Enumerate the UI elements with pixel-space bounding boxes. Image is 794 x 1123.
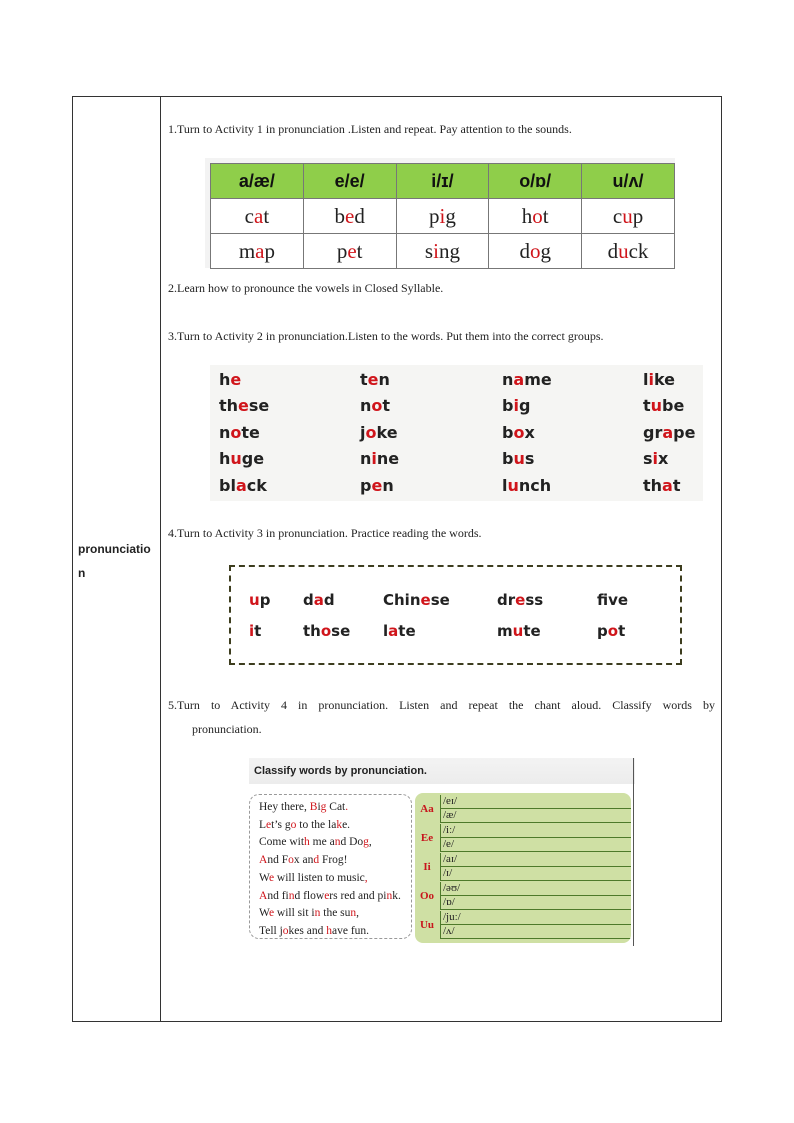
grid-word: that xyxy=(643,475,681,495)
sound-line xyxy=(440,896,631,910)
phonetic-symbol: /iː/ xyxy=(443,824,456,836)
sound-line xyxy=(440,824,631,838)
vowel-letter: Uu xyxy=(419,919,435,931)
chant-line: Come with me and Dog, xyxy=(259,836,372,849)
example-word: bed xyxy=(303,199,396,234)
grid-word: pen xyxy=(360,475,394,495)
chant-title: Classify words by pronunciation. xyxy=(249,758,635,784)
vowel-header: e/e/ xyxy=(303,164,396,199)
example-word: cat xyxy=(211,199,304,234)
chant-poem xyxy=(249,794,412,939)
practice-word: dress xyxy=(497,591,544,609)
vowel-classify-panel xyxy=(415,793,631,943)
phonetic-symbol: /juː/ xyxy=(443,911,461,923)
practice-word: up xyxy=(249,591,271,609)
chant-line: Hey there, Big Cat. xyxy=(259,801,349,813)
practice-word: dad xyxy=(303,591,335,609)
word-column xyxy=(643,367,695,499)
chant-figure xyxy=(249,758,635,946)
phonetic-symbol: /əʊ/ xyxy=(443,882,461,894)
grid-word: tube xyxy=(643,396,685,416)
practice-word: it xyxy=(249,622,262,640)
table-row xyxy=(211,199,675,234)
practice-word: Chinese xyxy=(383,591,450,609)
grid-word: lunch xyxy=(502,475,552,495)
vowel-row xyxy=(415,795,631,823)
practice-word: late xyxy=(383,622,416,640)
practice-word: mute xyxy=(497,622,541,640)
practice-box xyxy=(229,565,682,665)
practice-word: pot xyxy=(597,622,626,640)
sound-line xyxy=(440,809,631,823)
grid-word: not xyxy=(360,396,391,416)
vowel-letter: Ee xyxy=(420,832,434,844)
phonetic-symbol: /æ/ xyxy=(443,809,457,821)
phonetic-symbol: /ɪ/ xyxy=(443,867,453,879)
example-word: dog xyxy=(489,234,582,269)
step-5: 5.Turn to Activity 4 in pronunciation. Listen and repeat the chant aloud. Classify words by xyxy=(168,698,715,712)
example-word: hot xyxy=(489,199,582,234)
chant-line: We will listen to music, xyxy=(259,871,368,884)
table-row xyxy=(211,234,675,269)
example-word: cup xyxy=(582,199,675,234)
vowel-letter: Aa xyxy=(420,803,434,815)
grid-word: he xyxy=(219,370,242,389)
vowel-header: u/ʌ/ xyxy=(582,164,675,199)
example-word: pet xyxy=(303,234,396,269)
word-column xyxy=(360,367,399,499)
vowel-header: o/ɒ/ xyxy=(489,164,582,199)
chant-line: We will sit in the sun, xyxy=(259,907,360,920)
figure-edge xyxy=(633,758,634,946)
vowel-row xyxy=(415,824,631,852)
step-2: 2.Learn how to pronounce the vowels in Closed Syllable. xyxy=(168,281,444,295)
vowel-letter: Oo xyxy=(419,890,435,902)
vowel-row xyxy=(415,882,631,910)
step-3: 3.Turn to Activity 2 in pronunciation.Listen to the words. Put them into the correct groups. xyxy=(168,329,604,343)
step-5-continued: pronunciation. xyxy=(192,722,262,736)
phonetic-symbol: /eɪ/ xyxy=(443,795,458,807)
grid-word: huge xyxy=(219,449,265,469)
phonetic-symbol: /e/ xyxy=(443,838,454,850)
word-column xyxy=(502,367,552,499)
practice-word: those xyxy=(303,622,351,640)
vowel-table xyxy=(205,158,675,268)
sound-line xyxy=(440,911,631,925)
grid-word: name xyxy=(502,370,552,389)
chant-line: Tell jokes and have fun. xyxy=(259,924,370,937)
phonetic-symbol: /aɪ/ xyxy=(443,853,458,865)
chant-line: And find flowers red and pink. xyxy=(259,889,401,902)
grid-word: six xyxy=(643,449,669,469)
example-word: sing xyxy=(396,234,489,269)
vowel-header: a/æ/ xyxy=(211,164,304,199)
sound-line xyxy=(440,867,631,881)
sound-line xyxy=(440,853,631,867)
grid-word: joke xyxy=(360,422,398,442)
sound-line xyxy=(440,795,631,809)
sound-line xyxy=(440,838,631,852)
example-word: duck xyxy=(582,234,675,269)
label-column xyxy=(73,97,161,1021)
section-label: pronunciation xyxy=(78,542,151,580)
chant-line: And Fox and Frog! xyxy=(259,854,348,867)
sound-line xyxy=(440,925,631,939)
phonetic-symbol: /ɒ/ xyxy=(443,896,455,908)
example-word: map xyxy=(211,234,304,269)
grid-word: like xyxy=(643,370,676,389)
example-word: pig xyxy=(396,199,489,234)
grid-word: box xyxy=(502,422,535,442)
grid-word: grape xyxy=(643,422,696,442)
vowel-row xyxy=(415,911,631,939)
grid-word: bus xyxy=(502,449,535,469)
grid-word: big xyxy=(502,396,531,416)
vowel-header: i/ɪ/ xyxy=(396,164,489,199)
word-grid xyxy=(210,365,703,501)
grid-word: nine xyxy=(360,449,400,469)
sound-line xyxy=(440,882,631,896)
vowel-letter: Ii xyxy=(423,861,431,873)
step-4: 4.Turn to Activity 3 in pronunciation. Practice reading the words. xyxy=(168,526,482,540)
word-column xyxy=(219,367,269,499)
vowel-row xyxy=(415,853,631,881)
grid-word: ten xyxy=(360,370,390,389)
step-1: 1.Turn to Activity 1 in pronunciation .Listen and repeat. Pay attention to the sounds. xyxy=(168,122,572,136)
practice-word: fve xyxy=(597,591,629,609)
phonetic-symbol: /ʌ/ xyxy=(443,925,455,937)
grid-word: note xyxy=(219,422,260,442)
grid-word: black xyxy=(219,475,267,495)
chant-line: Let’s go to the lake. xyxy=(259,818,351,831)
grid-word: these xyxy=(219,396,270,416)
